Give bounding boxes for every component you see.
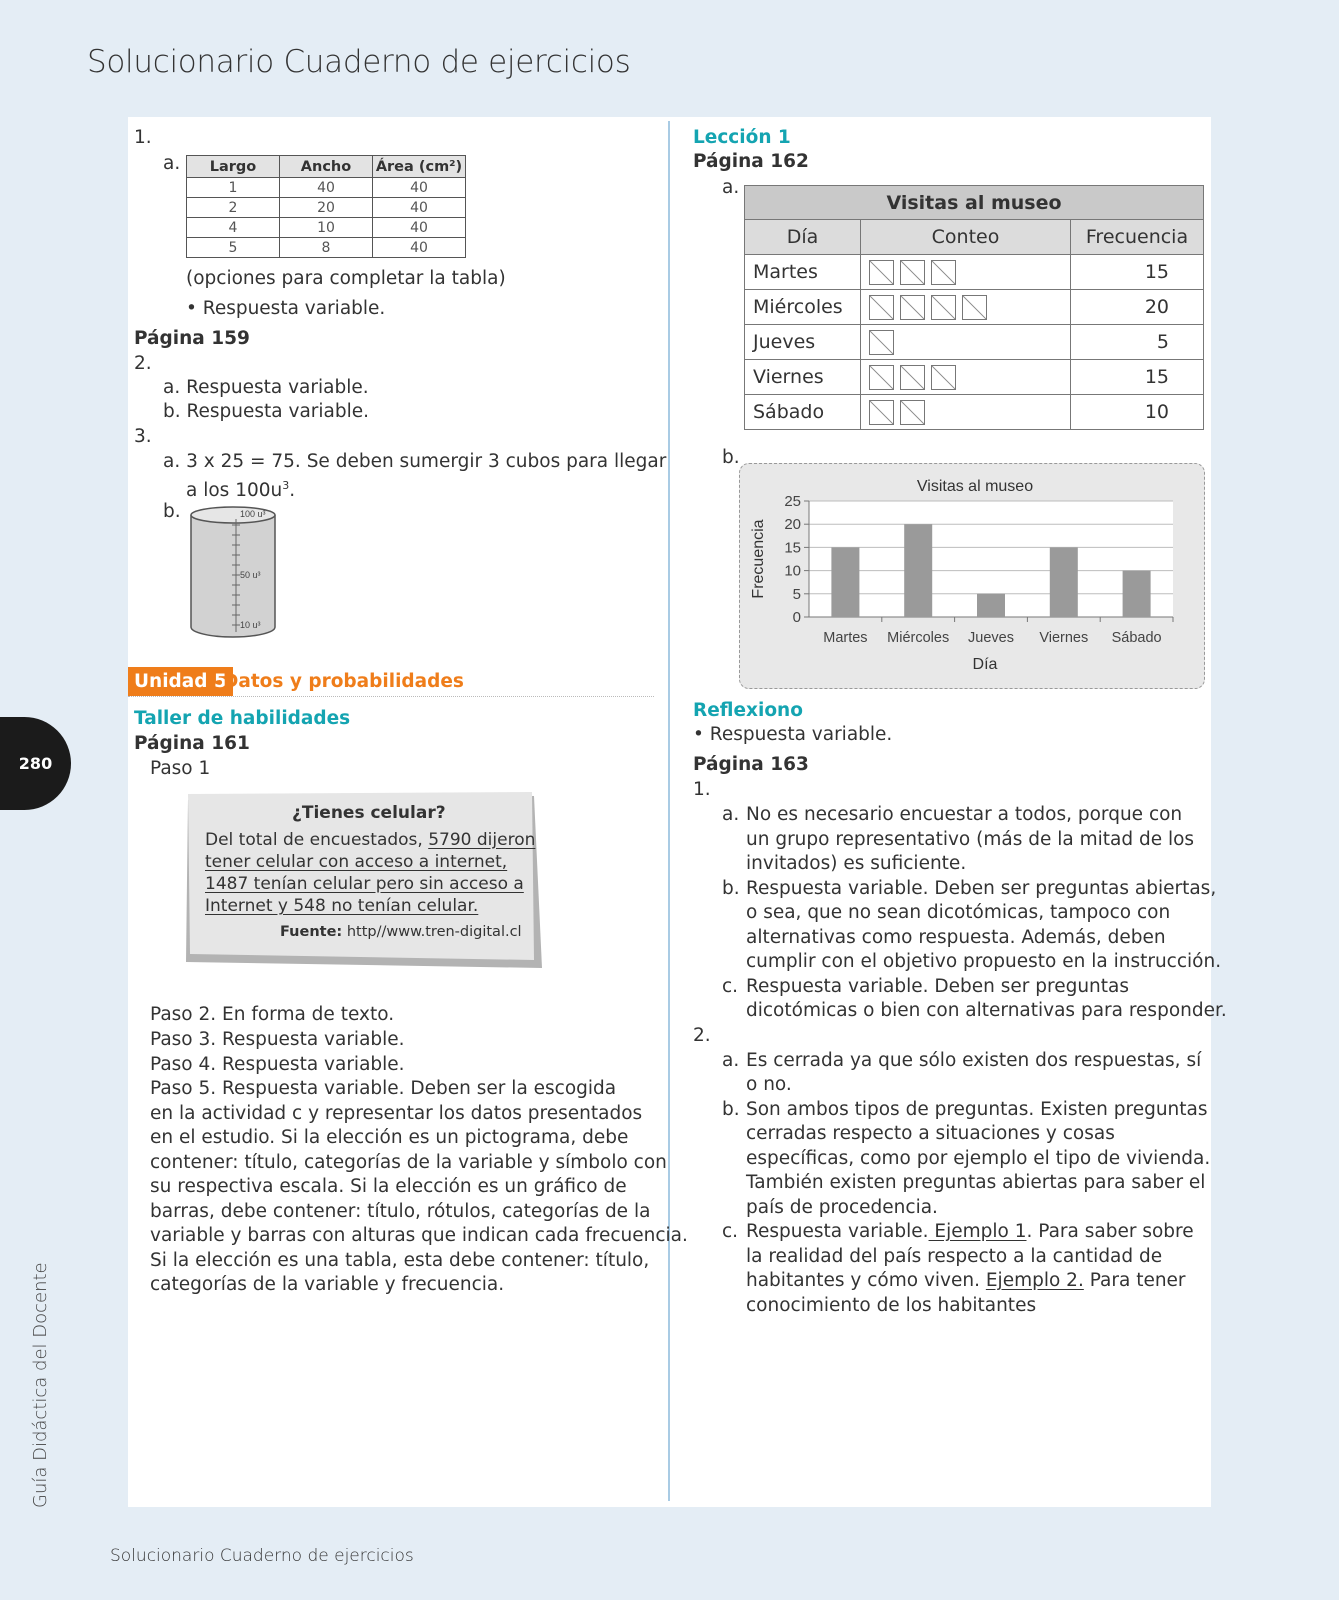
answer-line: Son ambos tipos de preguntas. Existen preguntas (746, 1099, 1208, 1120)
tally-mark (869, 330, 894, 355)
paso-text: Respuesta variable. Deben ser la escogida (216, 1078, 617, 1099)
example-1-link: Ejemplo 1 (928, 1221, 1027, 1242)
exercise-2a (163, 376, 369, 401)
y-axis-label: Frecuencia (750, 519, 767, 599)
x-tick-label: Sábado (1111, 630, 1162, 646)
page-number: 280 (18, 754, 53, 773)
table-cell: 2 (187, 198, 280, 218)
area-table (186, 155, 466, 258)
paso-1-label: Paso 1 (150, 758, 211, 779)
answer-line: No es necesario encuestar a todos, porque con (746, 804, 1183, 825)
x-tick-label: Miércoles (887, 630, 950, 646)
y-tick-label: 15 (784, 539, 801, 557)
item-label: a. (722, 1050, 740, 1071)
museum-table-header-row (745, 220, 1204, 255)
day-cell: Viernes (745, 360, 861, 395)
guide-label: Guía Didáctica del Docente (30, 1262, 51, 1508)
table-row (745, 290, 1204, 325)
frequency-cell: 15 (1071, 255, 1204, 290)
answer-line (746, 1269, 1186, 1294)
cylinder-mark-10: 10 u³ (240, 620, 261, 630)
tally-cell (861, 255, 1071, 290)
paso-2 (150, 1003, 394, 1028)
cylinder-mark-50: 50 u³ (240, 570, 261, 580)
table-note: (opciones para completar la tabla) (186, 268, 506, 289)
exercise-2b (163, 400, 369, 425)
item-label: a. (722, 804, 740, 825)
tally-mark (931, 295, 956, 320)
answer-line (746, 1220, 1194, 1245)
table-cell: 8 (280, 238, 373, 258)
table-cell: 40 (373, 178, 466, 198)
column-divider (668, 121, 670, 1501)
paso-3 (150, 1028, 405, 1053)
paso-text: Respuesta variable. (216, 1054, 405, 1075)
table-cell: 1 (187, 178, 280, 198)
table-cell: 5 (187, 238, 280, 258)
reflexiono-answer: • Respuesta variable. (693, 724, 893, 745)
tally-mark (869, 365, 894, 390)
table-cell: 40 (373, 198, 466, 218)
answer-line: conocimiento de los habitantes (746, 1295, 1037, 1316)
paso-5-line: en la actividad c y representar los datos presentados (150, 1103, 643, 1124)
item-text: a los 100u (186, 480, 283, 502)
exercise-3b-label: b. (163, 501, 181, 522)
museum-visits-table (744, 185, 1204, 430)
item-label: a. (163, 377, 181, 398)
note-line-4: Internet y 548 no tenían celular. (205, 896, 479, 916)
item-label: c. (722, 976, 739, 997)
reflexiono-heading: Reflexiono (693, 700, 803, 721)
exercise-2-number: 2. (134, 353, 152, 374)
x-tick-label: Viernes (1039, 630, 1089, 646)
bar-chart (739, 463, 1205, 689)
note-line-3: 1487 tenían celular pero sin acceso a (205, 874, 524, 894)
tally-mark (900, 295, 925, 320)
note-text-underlined: 5790 dijeron (428, 830, 536, 850)
tally-mark (869, 295, 894, 320)
item-label: b. (722, 878, 740, 899)
note-source-label: Fuente: (280, 924, 343, 940)
tally-cell (861, 360, 1071, 395)
table-row (745, 325, 1204, 360)
table-cell: 20 (280, 198, 373, 218)
bar (904, 524, 932, 617)
day-cell: Miércoles (745, 290, 861, 325)
taller-heading: Taller de habilidades (134, 708, 351, 729)
table-cell: 10 (280, 218, 373, 238)
tally-mark (931, 365, 956, 390)
museum-table-header: Frecuencia (1071, 220, 1204, 255)
paso-5-line: su respectiva escala. Si la elección es un gráfico de (150, 1176, 627, 1197)
table-cell: 40 (373, 218, 466, 238)
x-tick-label: Martes (823, 630, 868, 646)
exercise-1-number: 1. (134, 127, 152, 148)
paso-label: Paso 4. (150, 1054, 217, 1075)
page-162-heading: Página 162 (693, 151, 809, 172)
bar (977, 594, 1005, 617)
y-tick-label: 10 (784, 562, 801, 580)
table-row (745, 255, 1204, 290)
paso-label: Paso 2. (150, 1004, 217, 1025)
unit-header (128, 667, 654, 697)
item-text: Respuesta variable. (186, 401, 370, 422)
item-text: Respuesta variable. (186, 377, 369, 398)
question-2-number: 2. (693, 1025, 711, 1046)
tally-mark (931, 260, 956, 285)
tally-mark (900, 365, 925, 390)
answer-line: dicotómicas o bien con alternativas para responder. (746, 1000, 1227, 1021)
paso-5-line: contener: título, categorías de la variable y símbolo con (150, 1152, 667, 1173)
table-row (745, 360, 1204, 395)
answer-line: cerradas respecto a situaciones y cosas (746, 1123, 1115, 1144)
note-line-1 (205, 829, 535, 851)
chart-title: Visitas al museo (916, 478, 1034, 495)
item-label: b. (163, 401, 181, 422)
answer-line: Respuesta variable. Deben ser preguntas abiertas, (746, 878, 1217, 899)
tally-mark (869, 260, 894, 285)
paso-5-line: barras, debe contener: título, rótulos, categorías de la (150, 1201, 651, 1222)
page-161-heading: Página 161 (134, 733, 250, 754)
item-label: c. (722, 1221, 739, 1242)
area-table-header: Área (cm²) (373, 156, 466, 178)
area-table-header: Largo (187, 156, 280, 178)
item-label: b. (722, 1099, 740, 1120)
exercise-3a (163, 450, 666, 475)
answer-line: También existen preguntas abiertas para saber el (746, 1172, 1206, 1193)
answer-line: o no. (746, 1074, 792, 1095)
item-label: a. (163, 451, 181, 472)
note-title: ¿Tienes celular? (292, 803, 446, 823)
x-axis-label: Día (972, 656, 998, 673)
note-line-2: tener celular con acceso a internet, (205, 852, 508, 872)
answer-line: específicas, como por ejemplo el tipo de vivienda. (746, 1148, 1211, 1169)
note-source-url: http//www.tren-digital.cl (346, 924, 522, 940)
bar (831, 547, 859, 617)
cylinder-mark-100: 100 u³ (240, 509, 266, 519)
area-table-header-row (187, 156, 466, 178)
answer-line: un grupo representativo (más de la mitad de los (746, 829, 1195, 850)
y-tick-label: 20 (784, 516, 801, 534)
bullet-answer: • Respuesta variable. (186, 298, 386, 319)
exercise-3-number: 3. (134, 426, 152, 447)
frequency-cell: 10 (1071, 395, 1204, 430)
answer-text: habitantes y cómo viven. (746, 1270, 986, 1291)
x-tick-label: Jueves (968, 630, 1014, 646)
table-row (187, 238, 466, 258)
answer-line: país de procedencia. (746, 1197, 938, 1218)
answer-line: o sea, que no sean dicotómicas, tampoco con (746, 902, 1171, 923)
frequency-cell: 20 (1071, 290, 1204, 325)
tally-mark (900, 400, 925, 425)
cylinder-illustration (188, 505, 288, 640)
table-row (187, 178, 466, 198)
part-b-label: b. (722, 447, 740, 468)
paso-text: Respuesta variable. (216, 1029, 405, 1050)
note-source (280, 922, 522, 942)
museum-table-header: Día (745, 220, 861, 255)
table-row (187, 198, 466, 218)
frequency-cell: 5 (1071, 325, 1204, 360)
y-tick-label: 25 (784, 493, 801, 510)
table-row (745, 395, 1204, 430)
museum-table-caption: Visitas al museo (745, 186, 1204, 220)
y-tick-label: 5 (792, 585, 801, 603)
tally-cell (861, 325, 1071, 360)
paso-label: Paso 5. (150, 1078, 217, 1099)
museum-table-header: Conteo (861, 220, 1071, 255)
answer-line: cumplir con el objetivo propuesto en la instrucción. (746, 951, 1222, 972)
leccion-heading: Lección 1 (693, 127, 791, 148)
answer-line: Respuesta variable. Deben ser preguntas (746, 976, 1130, 997)
answer-line: invitados) es suficiente. (746, 853, 967, 874)
paso-5 (150, 1077, 616, 1102)
page-159-heading: Página 159 (134, 328, 250, 349)
answer-text: . Para saber sobre (1026, 1221, 1194, 1242)
unit-title: Datos y probabilidades (223, 671, 464, 692)
table-cell: 40 (373, 238, 466, 258)
day-cell: Sábado (745, 395, 861, 430)
table-cell: 4 (187, 218, 280, 238)
area-table-header: Ancho (280, 156, 373, 178)
page-number-badge (0, 717, 71, 810)
paso-5-line: variable y barras con alturas que indican cada frecuencia. (150, 1225, 688, 1246)
table-row (187, 218, 466, 238)
example-2-link: Ejemplo 2. (985, 1270, 1084, 1291)
tally-mark (869, 400, 894, 425)
tally-cell (861, 395, 1071, 430)
superscript: 3 (282, 479, 290, 492)
note-text: Del total de encuestados, (205, 830, 429, 850)
unit-badge: Unidad 5 (128, 667, 233, 696)
tally-mark (900, 260, 925, 285)
answer-text: Para tener (1083, 1270, 1186, 1291)
answer-text: Respuesta variable. (746, 1221, 929, 1242)
tally-mark (962, 295, 987, 320)
page-header-title: Solucionario Cuaderno de ejercicios (87, 44, 631, 80)
day-cell: Martes (745, 255, 861, 290)
paso-4 (150, 1053, 405, 1078)
paso-label: Paso 3. (150, 1029, 217, 1050)
question-1-number: 1. (693, 779, 711, 800)
frequency-cell: 15 (1071, 360, 1204, 395)
day-cell: Jueves (745, 325, 861, 360)
answer-line: Es cerrada ya que sólo existen dos respuestas, sí (746, 1050, 1202, 1071)
answer-line: alternativas como respuesta. Además, deben (746, 927, 1166, 948)
item-text: 3 x 25 = 75. Se deben sumergir 3 cubos para llegar (186, 451, 667, 472)
paso-5-line: categorías de la variable y frecuencia. (150, 1274, 505, 1295)
exercise-3a-cont (186, 474, 295, 504)
y-tick-label: 0 (792, 609, 801, 626)
paso-5-line: Si la elección es una tabla, esta debe contener: título, (150, 1250, 650, 1271)
paso-text: En forma de texto. (216, 1004, 395, 1025)
part-a-label: a. (722, 177, 740, 198)
answer-line: la realidad del país respecto a la cantidad de (746, 1246, 1163, 1267)
page-163-heading: Página 163 (693, 754, 809, 775)
bar (1123, 571, 1151, 617)
bar (1050, 547, 1078, 617)
item-text: . (289, 480, 296, 502)
tally-cell (861, 290, 1071, 325)
exercise-1a-label: a. (163, 153, 181, 174)
page-footer: Solucionario Cuaderno de ejercicios (110, 1546, 414, 1566)
table-cell: 40 (280, 178, 373, 198)
paso-5-line: en el estudio. Si la elección es un pictograma, debe (150, 1127, 629, 1148)
